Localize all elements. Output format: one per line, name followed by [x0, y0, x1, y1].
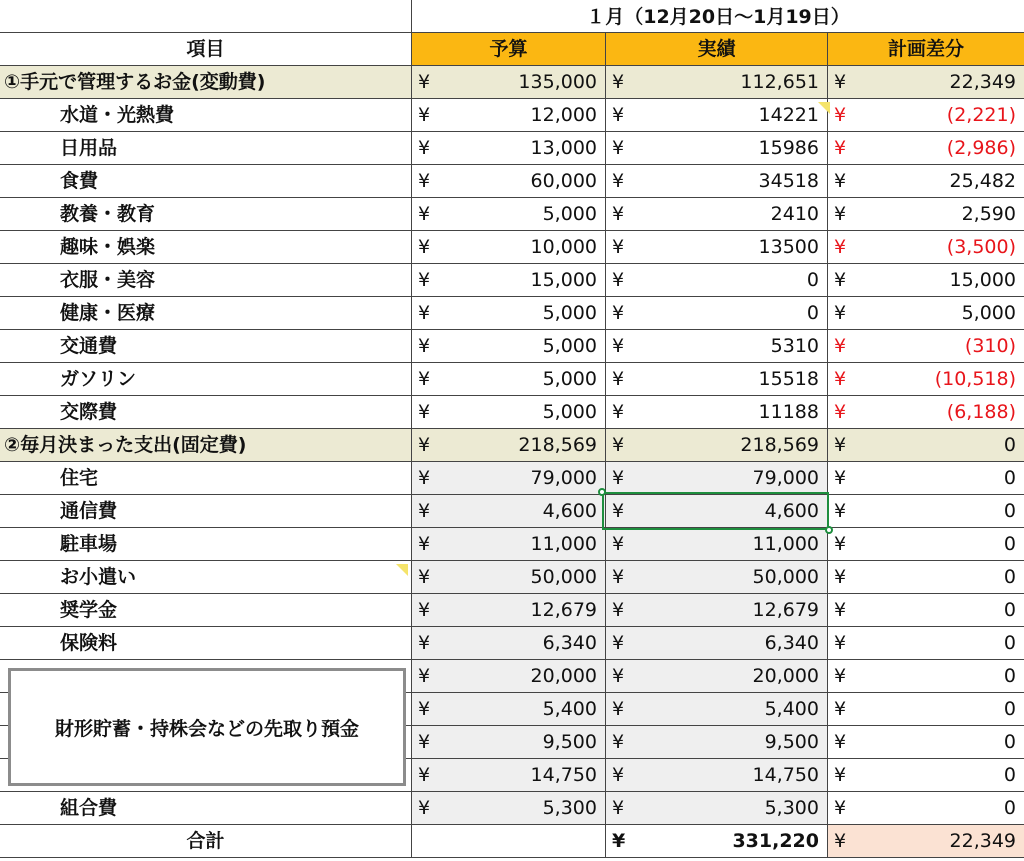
item-label-cell[interactable]: [0, 528, 412, 561]
item-label: 交通費: [60, 335, 118, 357]
yen-symbol: ¥: [834, 269, 847, 291]
diff-cell[interactable]: [828, 231, 1024, 264]
actual-value: 5,300: [764, 797, 819, 819]
budget-value: 5,000: [542, 302, 597, 324]
actual-cell[interactable]: [606, 462, 828, 495]
budget-cell[interactable]: [412, 363, 606, 396]
yen-symbol: ¥: [612, 434, 625, 456]
yen-symbol: ¥: [612, 104, 625, 126]
item-label-cell[interactable]: [0, 165, 412, 198]
actual-cell[interactable]: [606, 660, 828, 693]
yen-symbol: ¥: [612, 731, 625, 753]
diff-value: 0: [1003, 698, 1016, 720]
table-row: [0, 627, 1024, 660]
budget-cell[interactable]: [412, 132, 606, 165]
budget-value: 5,400: [542, 698, 597, 720]
table-row: [0, 495, 1024, 528]
actual-cell[interactable]: [606, 528, 828, 561]
item-label-cell[interactable]: [0, 132, 412, 165]
actual-cell[interactable]: [606, 198, 828, 231]
yen-symbol: ¥: [834, 467, 847, 489]
budget-value: 9,500: [542, 731, 597, 753]
item-label: 通信費: [60, 500, 118, 522]
actual-cell[interactable]: [606, 759, 828, 792]
item-label: 交際費: [60, 401, 118, 423]
table-row: [0, 363, 1024, 396]
diff-value: 2,590: [961, 203, 1016, 225]
budget-value: 20,000: [530, 665, 597, 687]
yen-symbol: ¥: [418, 599, 431, 621]
diff-cell[interactable]: [828, 264, 1024, 297]
actual-value: 34518: [758, 170, 819, 192]
comment-indicator[interactable]: [396, 564, 408, 576]
total-diff-cell[interactable]: [828, 825, 1024, 858]
table-row: [0, 297, 1024, 330]
total-actual: 331,220: [732, 830, 819, 852]
yen-symbol: ¥: [612, 632, 625, 654]
yen-symbol: ¥: [612, 368, 625, 390]
item-label-cell[interactable]: [0, 297, 412, 330]
budget-value: 6,340: [542, 632, 597, 654]
yen-symbol: ¥: [612, 236, 625, 258]
diff-value: 0: [1003, 797, 1016, 819]
yen-symbol: ¥: [418, 368, 431, 390]
header-actual[interactable]: 実績: [606, 33, 828, 66]
diff-value: (10,518): [934, 368, 1016, 390]
diff-value: (2,221): [946, 104, 1016, 126]
actual-value: 12,679: [752, 599, 819, 621]
item-label: 組合費: [60, 797, 118, 819]
yen-symbol: ¥: [418, 698, 431, 720]
budget-value: 5,000: [542, 368, 597, 390]
diff-cell[interactable]: [828, 165, 1024, 198]
diff-value: 0: [1003, 500, 1016, 522]
item-label-cell[interactable]: [0, 66, 412, 99]
yen-symbol: ¥: [834, 203, 847, 225]
diff-cell[interactable]: [828, 759, 1024, 792]
budget-cell[interactable]: [412, 429, 606, 462]
yen-symbol: ¥: [418, 236, 431, 258]
table-row: [0, 264, 1024, 297]
budget-cell[interactable]: [412, 594, 606, 627]
selection-handle[interactable]: [598, 488, 606, 496]
yen-symbol: ¥: [418, 269, 431, 291]
table-row: [0, 198, 1024, 231]
actual-cell[interactable]: [606, 429, 828, 462]
diff-value: (3,500): [946, 236, 1016, 258]
budget-value: 60,000: [530, 170, 597, 192]
actual-value: 2410: [770, 203, 819, 225]
yen-symbol: ¥: [612, 764, 625, 786]
actual-value: 6,340: [764, 632, 819, 654]
header-row: [0, 33, 1024, 66]
diff-value: 25,482: [949, 170, 1016, 192]
budget-cell[interactable]: [412, 330, 606, 363]
yen-symbol: ¥: [612, 170, 625, 192]
diff-value: (6,188): [946, 401, 1016, 423]
budget-cell[interactable]: [412, 396, 606, 429]
diff-cell[interactable]: [828, 396, 1024, 429]
yen-symbol: ¥: [418, 434, 431, 456]
actual-cell[interactable]: [606, 627, 828, 660]
budget-cell[interactable]: [412, 660, 606, 693]
actual-cell[interactable]: [606, 231, 828, 264]
item-label-cell[interactable]: [0, 792, 412, 825]
item-label-cell[interactable]: [0, 99, 412, 132]
item-label-cell[interactable]: [0, 627, 412, 660]
yen-symbol: ¥: [834, 566, 847, 588]
actual-cell[interactable]: [606, 726, 828, 759]
actual-cell[interactable]: [606, 297, 828, 330]
item-label: 駐車場: [60, 533, 118, 555]
budget-cell[interactable]: [412, 198, 606, 231]
actual-cell[interactable]: [606, 396, 828, 429]
diff-cell[interactable]: [828, 660, 1024, 693]
total-label[interactable]: 合計: [0, 825, 412, 858]
diff-cell[interactable]: [828, 792, 1024, 825]
budget-cell[interactable]: [412, 495, 606, 528]
budget-cell[interactable]: [412, 693, 606, 726]
diff-cell[interactable]: [828, 561, 1024, 594]
savings-note-text: 財形貯蓄・持株会などの先取り預金: [54, 717, 359, 740]
diff-cell[interactable]: [828, 495, 1024, 528]
budget-value: 50,000: [530, 566, 597, 588]
table-row: [0, 231, 1024, 264]
diff-value: 0: [1003, 632, 1016, 654]
actual-value: 20,000: [752, 665, 819, 687]
yen-symbol: ¥: [834, 500, 847, 522]
actual-cell[interactable]: [606, 561, 828, 594]
yen-symbol: ¥: [834, 170, 847, 192]
yen-symbol: ¥: [834, 731, 847, 753]
diff-cell[interactable]: [828, 363, 1024, 396]
actual-cell[interactable]: [606, 264, 828, 297]
diff-cell[interactable]: [828, 693, 1024, 726]
budget-cell[interactable]: [412, 561, 606, 594]
yen-symbol: ¥: [834, 665, 847, 687]
yen-symbol: ¥: [418, 71, 431, 93]
header-budget[interactable]: 予算: [412, 33, 606, 66]
yen-symbol: ¥: [612, 830, 626, 852]
diff-cell[interactable]: [828, 330, 1024, 363]
budget-value: 12,679: [530, 599, 597, 621]
actual-cell[interactable]: [606, 693, 828, 726]
section-row: [0, 66, 1024, 99]
yen-symbol: ¥: [612, 335, 625, 357]
yen-symbol: ¥: [612, 401, 625, 423]
actual-value: 0: [806, 269, 819, 291]
item-label-cell[interactable]: [0, 231, 412, 264]
item-label: 健康・医療: [60, 302, 156, 324]
budget-value: 11,000: [530, 533, 597, 555]
yen-symbol: ¥: [418, 566, 431, 588]
yen-symbol: ¥: [418, 203, 431, 225]
budget-cell[interactable]: [412, 165, 606, 198]
budget-value: 5,000: [542, 401, 597, 423]
yen-symbol: ¥: [418, 170, 431, 192]
diff-cell[interactable]: [828, 132, 1024, 165]
diff-value: 0: [1003, 665, 1016, 687]
header-diff[interactable]: 計画差分: [828, 33, 1024, 66]
savings-note-box[interactable]: [8, 668, 406, 786]
diff-value: 0: [1003, 533, 1016, 555]
yen-symbol: ¥: [834, 401, 847, 423]
item-label: ②毎月決まった支出(固定費): [4, 434, 247, 456]
budget-value: 15,000: [530, 269, 597, 291]
table-row: [0, 594, 1024, 627]
item-label: ①手元で管理するお金(変動費): [4, 71, 266, 93]
header-item[interactable]: 項目: [0, 33, 412, 66]
table-row: [0, 396, 1024, 429]
item-label-cell[interactable]: [0, 462, 412, 495]
yen-symbol: ¥: [612, 665, 625, 687]
diff-cell[interactable]: [828, 297, 1024, 330]
budget-cell[interactable]: [412, 99, 606, 132]
yen-symbol: ¥: [612, 203, 625, 225]
item-label-cell[interactable]: [0, 495, 412, 528]
item-label-cell[interactable]: [0, 396, 412, 429]
item-label: 教養・教育: [60, 203, 156, 225]
diff-value: 0: [1003, 731, 1016, 753]
diff-value: 0: [1003, 434, 1016, 456]
yen-symbol: ¥: [834, 302, 847, 324]
item-label-cell[interactable]: [0, 561, 412, 594]
yen-symbol: ¥: [834, 368, 847, 390]
yen-symbol: ¥: [418, 731, 431, 753]
table-row: [0, 528, 1024, 561]
comment-indicator[interactable]: [818, 102, 830, 114]
item-label-cell[interactable]: [0, 264, 412, 297]
item-label-cell[interactable]: [0, 330, 412, 363]
diff-cell[interactable]: [828, 594, 1024, 627]
diff-value: (310): [964, 335, 1016, 357]
actual-cell[interactable]: [606, 792, 828, 825]
yen-symbol: ¥: [834, 764, 847, 786]
diff-value: 0: [1003, 566, 1016, 588]
actual-cell[interactable]: [606, 99, 828, 132]
yen-symbol: ¥: [834, 104, 847, 126]
item-label: 奨学金: [60, 599, 118, 621]
yen-symbol: ¥: [612, 137, 625, 159]
item-label: ガソリン: [60, 368, 137, 390]
item-label: 食費: [60, 170, 99, 192]
budget-value: 5,000: [542, 335, 597, 357]
actual-value: 5,400: [764, 698, 819, 720]
budget-value: 5,000: [542, 203, 597, 225]
diff-cell[interactable]: [828, 66, 1024, 99]
yen-symbol: ¥: [612, 797, 625, 819]
actual-value: 15518: [758, 368, 819, 390]
table-row: [0, 132, 1024, 165]
actual-cell[interactable]: [606, 165, 828, 198]
yen-symbol: ¥: [612, 566, 625, 588]
diff-value: 5,000: [961, 302, 1016, 324]
diff-cell[interactable]: [828, 528, 1024, 561]
selection-handle[interactable]: [825, 526, 833, 534]
diff-cell[interactable]: [828, 99, 1024, 132]
yen-symbol: ¥: [612, 599, 625, 621]
actual-value: 14221: [758, 104, 819, 126]
yen-symbol: ¥: [834, 797, 847, 819]
actual-cell[interactable]: [606, 495, 828, 528]
item-label-cell[interactable]: [0, 429, 412, 462]
budget-cell[interactable]: [412, 759, 606, 792]
diff-value: (2,986): [946, 137, 1016, 159]
yen-symbol: ¥: [834, 533, 847, 555]
item-label: 日用品: [60, 137, 118, 159]
budget-value: 79,000: [530, 467, 597, 489]
yen-symbol: ¥: [418, 764, 431, 786]
actual-value: 13500: [758, 236, 819, 258]
actual-value: 112,651: [740, 71, 819, 93]
diff-value: 22,349: [949, 71, 1016, 93]
actual-value: 4,600: [764, 500, 819, 522]
diff-value: 15,000: [949, 269, 1016, 291]
yen-symbol: ¥: [612, 467, 625, 489]
total-row: [0, 825, 1024, 858]
yen-symbol: ¥: [418, 632, 431, 654]
budget-value: 135,000: [518, 71, 597, 93]
budget-value: 5,300: [542, 797, 597, 819]
yen-symbol: ¥: [834, 632, 847, 654]
actual-value: 11188: [758, 401, 819, 423]
yen-symbol: ¥: [418, 500, 431, 522]
yen-symbol: ¥: [418, 104, 431, 126]
actual-value: 14,750: [752, 764, 819, 786]
yen-symbol: ¥: [612, 698, 625, 720]
budget-value: 10,000: [530, 236, 597, 258]
yen-symbol: ¥: [834, 698, 847, 720]
budget-cell[interactable]: [412, 792, 606, 825]
yen-symbol: ¥: [612, 533, 625, 555]
table-row: [0, 561, 1024, 594]
actual-value: 0: [806, 302, 819, 324]
budget-value: 14,750: [530, 764, 597, 786]
yen-symbol: ¥: [418, 302, 431, 324]
actual-value: 50,000: [752, 566, 819, 588]
total-actual-cell[interactable]: [606, 825, 828, 858]
yen-symbol: ¥: [418, 467, 431, 489]
yen-symbol: ¥: [418, 533, 431, 555]
budget-cell[interactable]: [412, 66, 606, 99]
actual-value: 5310: [770, 335, 819, 357]
yen-symbol: ¥: [612, 71, 625, 93]
actual-value: 218,569: [740, 434, 819, 456]
yen-symbol: ¥: [612, 302, 625, 324]
budget-cell[interactable]: [412, 528, 606, 561]
budget-cell[interactable]: [412, 627, 606, 660]
table-row: [0, 330, 1024, 363]
budget-cell[interactable]: [412, 231, 606, 264]
yen-symbol: ¥: [834, 830, 847, 852]
period-title[interactable]: １月（12月20日〜1月19日）: [412, 0, 1024, 33]
actual-value: 9,500: [764, 731, 819, 753]
yen-symbol: ¥: [418, 137, 431, 159]
item-label: お小遣い: [60, 566, 137, 588]
budget-cell[interactable]: [412, 726, 606, 759]
actual-cell[interactable]: [606, 330, 828, 363]
budget-value: 4,600: [542, 500, 597, 522]
yen-symbol: ¥: [834, 71, 847, 93]
actual-value: 15986: [758, 137, 819, 159]
budget-value: 13,000: [530, 137, 597, 159]
yen-symbol: ¥: [418, 797, 431, 819]
item-label: 住宅: [60, 467, 99, 489]
item-label: 保険料: [60, 632, 118, 654]
yen-symbol: ¥: [418, 665, 431, 687]
yen-symbol: ¥: [612, 269, 625, 291]
section-row: [0, 429, 1024, 462]
yen-symbol: ¥: [834, 599, 847, 621]
yen-symbol: ¥: [834, 434, 847, 456]
item-label: 衣服・美容: [60, 269, 156, 291]
yen-symbol: ¥: [834, 236, 847, 258]
diff-value: 0: [1003, 467, 1016, 489]
item-label-cell[interactable]: [0, 198, 412, 231]
diff-cell[interactable]: [828, 429, 1024, 462]
diff-cell[interactable]: [828, 462, 1024, 495]
budget-cell[interactable]: [412, 264, 606, 297]
budget-cell[interactable]: [412, 297, 606, 330]
actual-cell[interactable]: [606, 594, 828, 627]
item-label: 水道・光熱費: [60, 104, 175, 126]
yen-symbol: ¥: [418, 335, 431, 357]
total-budget-cell[interactable]: [412, 825, 606, 858]
yen-symbol: ¥: [834, 137, 847, 159]
actual-cell[interactable]: [606, 363, 828, 396]
yen-symbol: ¥: [418, 401, 431, 423]
actual-cell[interactable]: [606, 132, 828, 165]
budget-value: 218,569: [518, 434, 597, 456]
table-row: [0, 792, 1024, 825]
total-diff: 22,349: [949, 830, 1016, 852]
table-row: [0, 99, 1024, 132]
budget-cell[interactable]: [412, 462, 606, 495]
budget-value: 12,000: [530, 104, 597, 126]
yen-symbol: ¥: [612, 500, 625, 522]
diff-cell[interactable]: [828, 627, 1024, 660]
diff-cell[interactable]: [828, 198, 1024, 231]
diff-value: 0: [1003, 599, 1016, 621]
diff-cell[interactable]: [828, 726, 1024, 759]
diff-value: 0: [1003, 764, 1016, 786]
blank-corner-cell[interactable]: [0, 0, 412, 33]
item-label: 趣味・娯楽: [60, 236, 156, 258]
table-row: [0, 165, 1024, 198]
item-label-cell[interactable]: [0, 594, 412, 627]
table-row: [0, 462, 1024, 495]
actual-value: 11,000: [752, 533, 819, 555]
actual-value: 79,000: [752, 467, 819, 489]
item-label-cell[interactable]: [0, 363, 412, 396]
actual-cell[interactable]: [606, 66, 828, 99]
yen-symbol: ¥: [834, 335, 847, 357]
